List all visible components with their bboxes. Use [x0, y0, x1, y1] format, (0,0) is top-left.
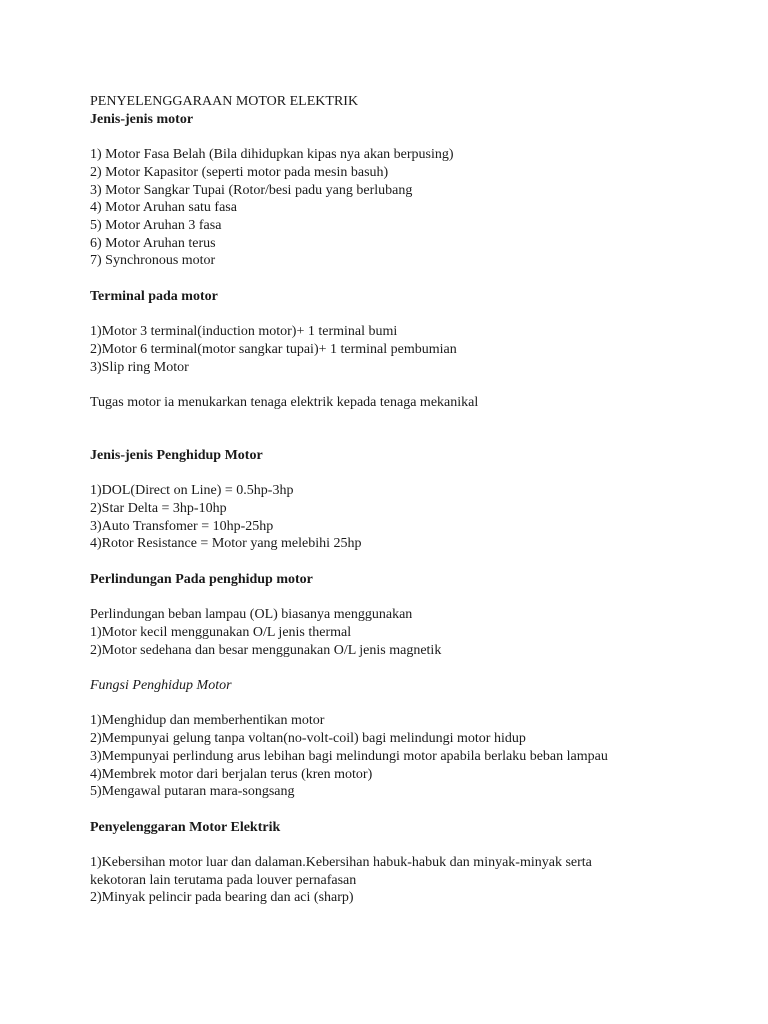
list-item: 1) Motor Fasa Belah (Bila dihidupkan kipas nya akan berpusing): [90, 147, 454, 163]
section-heading-jenis-motor: Jenis-jenis motor: [90, 111, 194, 127]
section-heading-penyelenggaran: Penyelenggaran Motor Elektrik: [90, 819, 281, 835]
document-body: [90, 93, 710, 907]
list-item: 2)Minyak pelincir pada bearing dan aci (sharp): [90, 890, 354, 906]
list-item: 3)Mempunyai perlindung arus lebihan bagi melindungi motor apabila berlaku beban lampau: [90, 748, 608, 764]
list-penghidup: [90, 482, 710, 553]
list-item: 1)Menghidup dan memberhentikan motor: [90, 713, 325, 729]
list-item: 1)Kebersihan motor luar dan dalaman.Kebersihan habuk-habuk dan minyak-minyak serta: [90, 855, 592, 871]
section-heading-fungsi: Fungsi Penghidup Motor: [90, 678, 232, 694]
spacer: [90, 128, 710, 146]
spacer: [90, 801, 710, 819]
spacer: [90, 270, 710, 288]
section-heading-perlindungan: Perlindungan Pada penghidup motor: [90, 571, 313, 587]
section-heading-penghidup: Jenis-jenis Penghidup Motor: [90, 447, 263, 463]
list-perlindungan: [90, 606, 710, 659]
spacer: [90, 659, 710, 677]
section-heading-terminal: Terminal pada motor: [90, 288, 218, 304]
spacer: [90, 412, 710, 447]
list-item: 4) Motor Aruhan satu fasa: [90, 200, 237, 216]
spacer: [90, 465, 710, 483]
spacer: [90, 305, 710, 323]
list-item: 6) Motor Aruhan terus: [90, 235, 216, 251]
list-item: 3)Slip ring Motor: [90, 359, 189, 375]
list-item: 2)Motor 6 terminal(motor sangkar tupai)+ 1 terminal pembumian: [90, 341, 457, 357]
paragraph-tugas-motor: Tugas motor ia menukarkan tenaga elektrik kepada tenaga mekanikal: [90, 394, 479, 410]
list-terminal: [90, 323, 710, 376]
list-item: 2) Motor Kapasitor (seperti motor pada mesin basuh): [90, 164, 389, 180]
list-item: 4)Rotor Resistance = Motor yang melebihi 25hp: [90, 536, 362, 552]
list-item: 2)Star Delta = 3hp-10hp: [90, 501, 227, 517]
list-item: 5)Mengawal putaran mara-songsang: [90, 784, 295, 800]
spacer: [90, 553, 710, 571]
list-item: 2)Motor sedehana dan besar menggunakan O/L jenis magnetik: [90, 642, 442, 658]
list-item: 1)Motor 3 terminal(induction motor)+ 1 terminal bumi: [90, 324, 398, 340]
list-item: 1)DOL(Direct on Line) = 0.5hp-3hp: [90, 483, 294, 499]
document-title: PENYELENGGARAAN MOTOR ELEKTRIK: [90, 94, 359, 109]
list-item: kekotoran lain terutama pada louver pernafasan: [90, 872, 357, 888]
list-penyelenggaran: [90, 854, 710, 907]
list-item: 3)Auto Transfomer = 10hp-25hp: [90, 518, 274, 534]
spacer: [90, 589, 710, 607]
list-item: 5) Motor Aruhan 3 fasa: [90, 217, 222, 233]
list-item: 1)Motor kecil menggunakan O/L jenis thermal: [90, 624, 352, 640]
list-jenis-motor: [90, 146, 710, 270]
list-item: 7) Synchronous motor: [90, 253, 216, 269]
list-fungsi: [90, 712, 710, 801]
list-item: 3) Motor Sangkar Tupai (Rotor/besi padu yang berlubang: [90, 182, 413, 198]
list-item: Perlindungan beban lampau (OL) biasanya menggunakan: [90, 607, 413, 623]
spacer: [90, 836, 710, 854]
list-item: 4)Membrek motor dari berjalan terus (kren motor): [90, 766, 373, 782]
spacer: [90, 695, 710, 713]
spacer: [90, 376, 710, 394]
list-item: 2)Mempunyai gelung tanpa voltan(no-volt-coil) bagi melindungi motor hidup: [90, 731, 526, 747]
